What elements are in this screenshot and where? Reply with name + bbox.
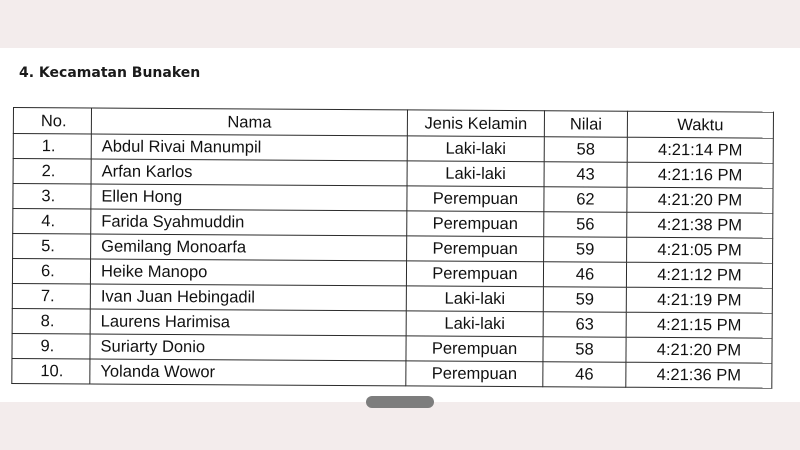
- cell-no: 7.: [12, 283, 90, 308]
- cell-no: 9.: [12, 333, 90, 358]
- cell-no: 10.: [12, 358, 90, 383]
- table-row: [13, 134, 773, 164]
- cell-nilai: 62: [544, 187, 627, 213]
- header-no: No.: [13, 108, 91, 134]
- table-row: [12, 308, 772, 338]
- cell-nilai: 59: [544, 237, 627, 263]
- table-body: [12, 134, 774, 389]
- cell-nama: Farida Syahmuddin: [91, 209, 407, 236]
- results-table: [11, 107, 774, 389]
- cell-jenis-kelamin: Laki-laki: [407, 161, 544, 187]
- table-row: [13, 209, 773, 239]
- cell-nilai: 58: [544, 137, 627, 163]
- cell-nilai: 59: [543, 287, 626, 313]
- cell-nama: Abdul Rivai Manumpil: [91, 134, 407, 161]
- cell-nilai: 63: [543, 312, 626, 338]
- cell-waktu: 4:21:20 PM: [627, 187, 773, 213]
- cell-nilai: 56: [544, 212, 627, 238]
- cell-waktu: 4:21:36 PM: [626, 362, 772, 388]
- table-row: [13, 234, 773, 264]
- section-title: 4. Kecamatan Bunaken: [19, 65, 201, 81]
- cell-nama: Ivan Juan Hebingadil: [90, 284, 406, 311]
- table-row: [12, 333, 772, 363]
- cell-waktu: 4:21:16 PM: [627, 162, 773, 188]
- cell-no: 5.: [13, 234, 91, 259]
- cell-no: 3.: [13, 184, 91, 209]
- header-nama: Nama: [91, 108, 407, 136]
- cell-nilai: 46: [543, 362, 626, 388]
- cell-jenis-kelamin: Laki-laki: [407, 136, 544, 162]
- table-row: [12, 358, 772, 388]
- cell-no: 6.: [12, 259, 90, 284]
- cell-nama: Yolanda Wowor: [90, 359, 406, 386]
- cell-waktu: 4:21:38 PM: [627, 212, 773, 238]
- table-row: [12, 283, 772, 313]
- cell-no: 2.: [13, 159, 91, 184]
- cell-nama: Gemilang Monoarfa: [91, 234, 407, 261]
- cell-nama: Heike Manopo: [90, 259, 406, 286]
- table-row: [13, 184, 773, 214]
- cell-waktu: 4:21:19 PM: [626, 287, 772, 313]
- header-jenis-kelamin: Jenis Kelamin: [407, 110, 544, 137]
- cell-waktu: 4:21:12 PM: [626, 262, 772, 288]
- cell-nilai: 58: [543, 337, 626, 363]
- cell-waktu: 4:21:14 PM: [627, 137, 773, 163]
- cell-jenis-kelamin: Perempuan: [406, 261, 543, 287]
- header-nilai: Nilai: [544, 111, 627, 138]
- cell-waktu: 4:21:15 PM: [626, 312, 772, 338]
- cell-no: 8.: [12, 308, 90, 333]
- table-row: [13, 159, 773, 189]
- cell-jenis-kelamin: Perempuan: [407, 236, 544, 262]
- table-row: [12, 259, 772, 289]
- scroll-handle[interactable]: [366, 396, 434, 408]
- cell-nama: Laurens Harimisa: [90, 309, 406, 336]
- cell-nama: Arfan Karlos: [91, 159, 407, 186]
- cell-no: 1.: [13, 134, 91, 159]
- cell-waktu: 4:21:20 PM: [626, 337, 772, 363]
- cell-jenis-kelamin: Laki-laki: [406, 311, 543, 337]
- cell-nama: Ellen Hong: [91, 184, 407, 211]
- cell-no: 4.: [13, 209, 91, 234]
- cell-nama: Suriarty Donio: [90, 334, 406, 361]
- cell-nilai: 46: [543, 262, 626, 288]
- cell-jenis-kelamin: Perempuan: [407, 186, 544, 212]
- cell-jenis-kelamin: Perempuan: [406, 336, 543, 362]
- cell-jenis-kelamin: Laki-laki: [406, 286, 543, 312]
- cell-nilai: 43: [544, 162, 627, 188]
- cell-waktu: 4:21:05 PM: [627, 237, 773, 263]
- header-waktu: Waktu: [627, 111, 773, 138]
- cell-jenis-kelamin: Perempuan: [406, 361, 543, 387]
- cell-jenis-kelamin: Perempuan: [407, 211, 544, 237]
